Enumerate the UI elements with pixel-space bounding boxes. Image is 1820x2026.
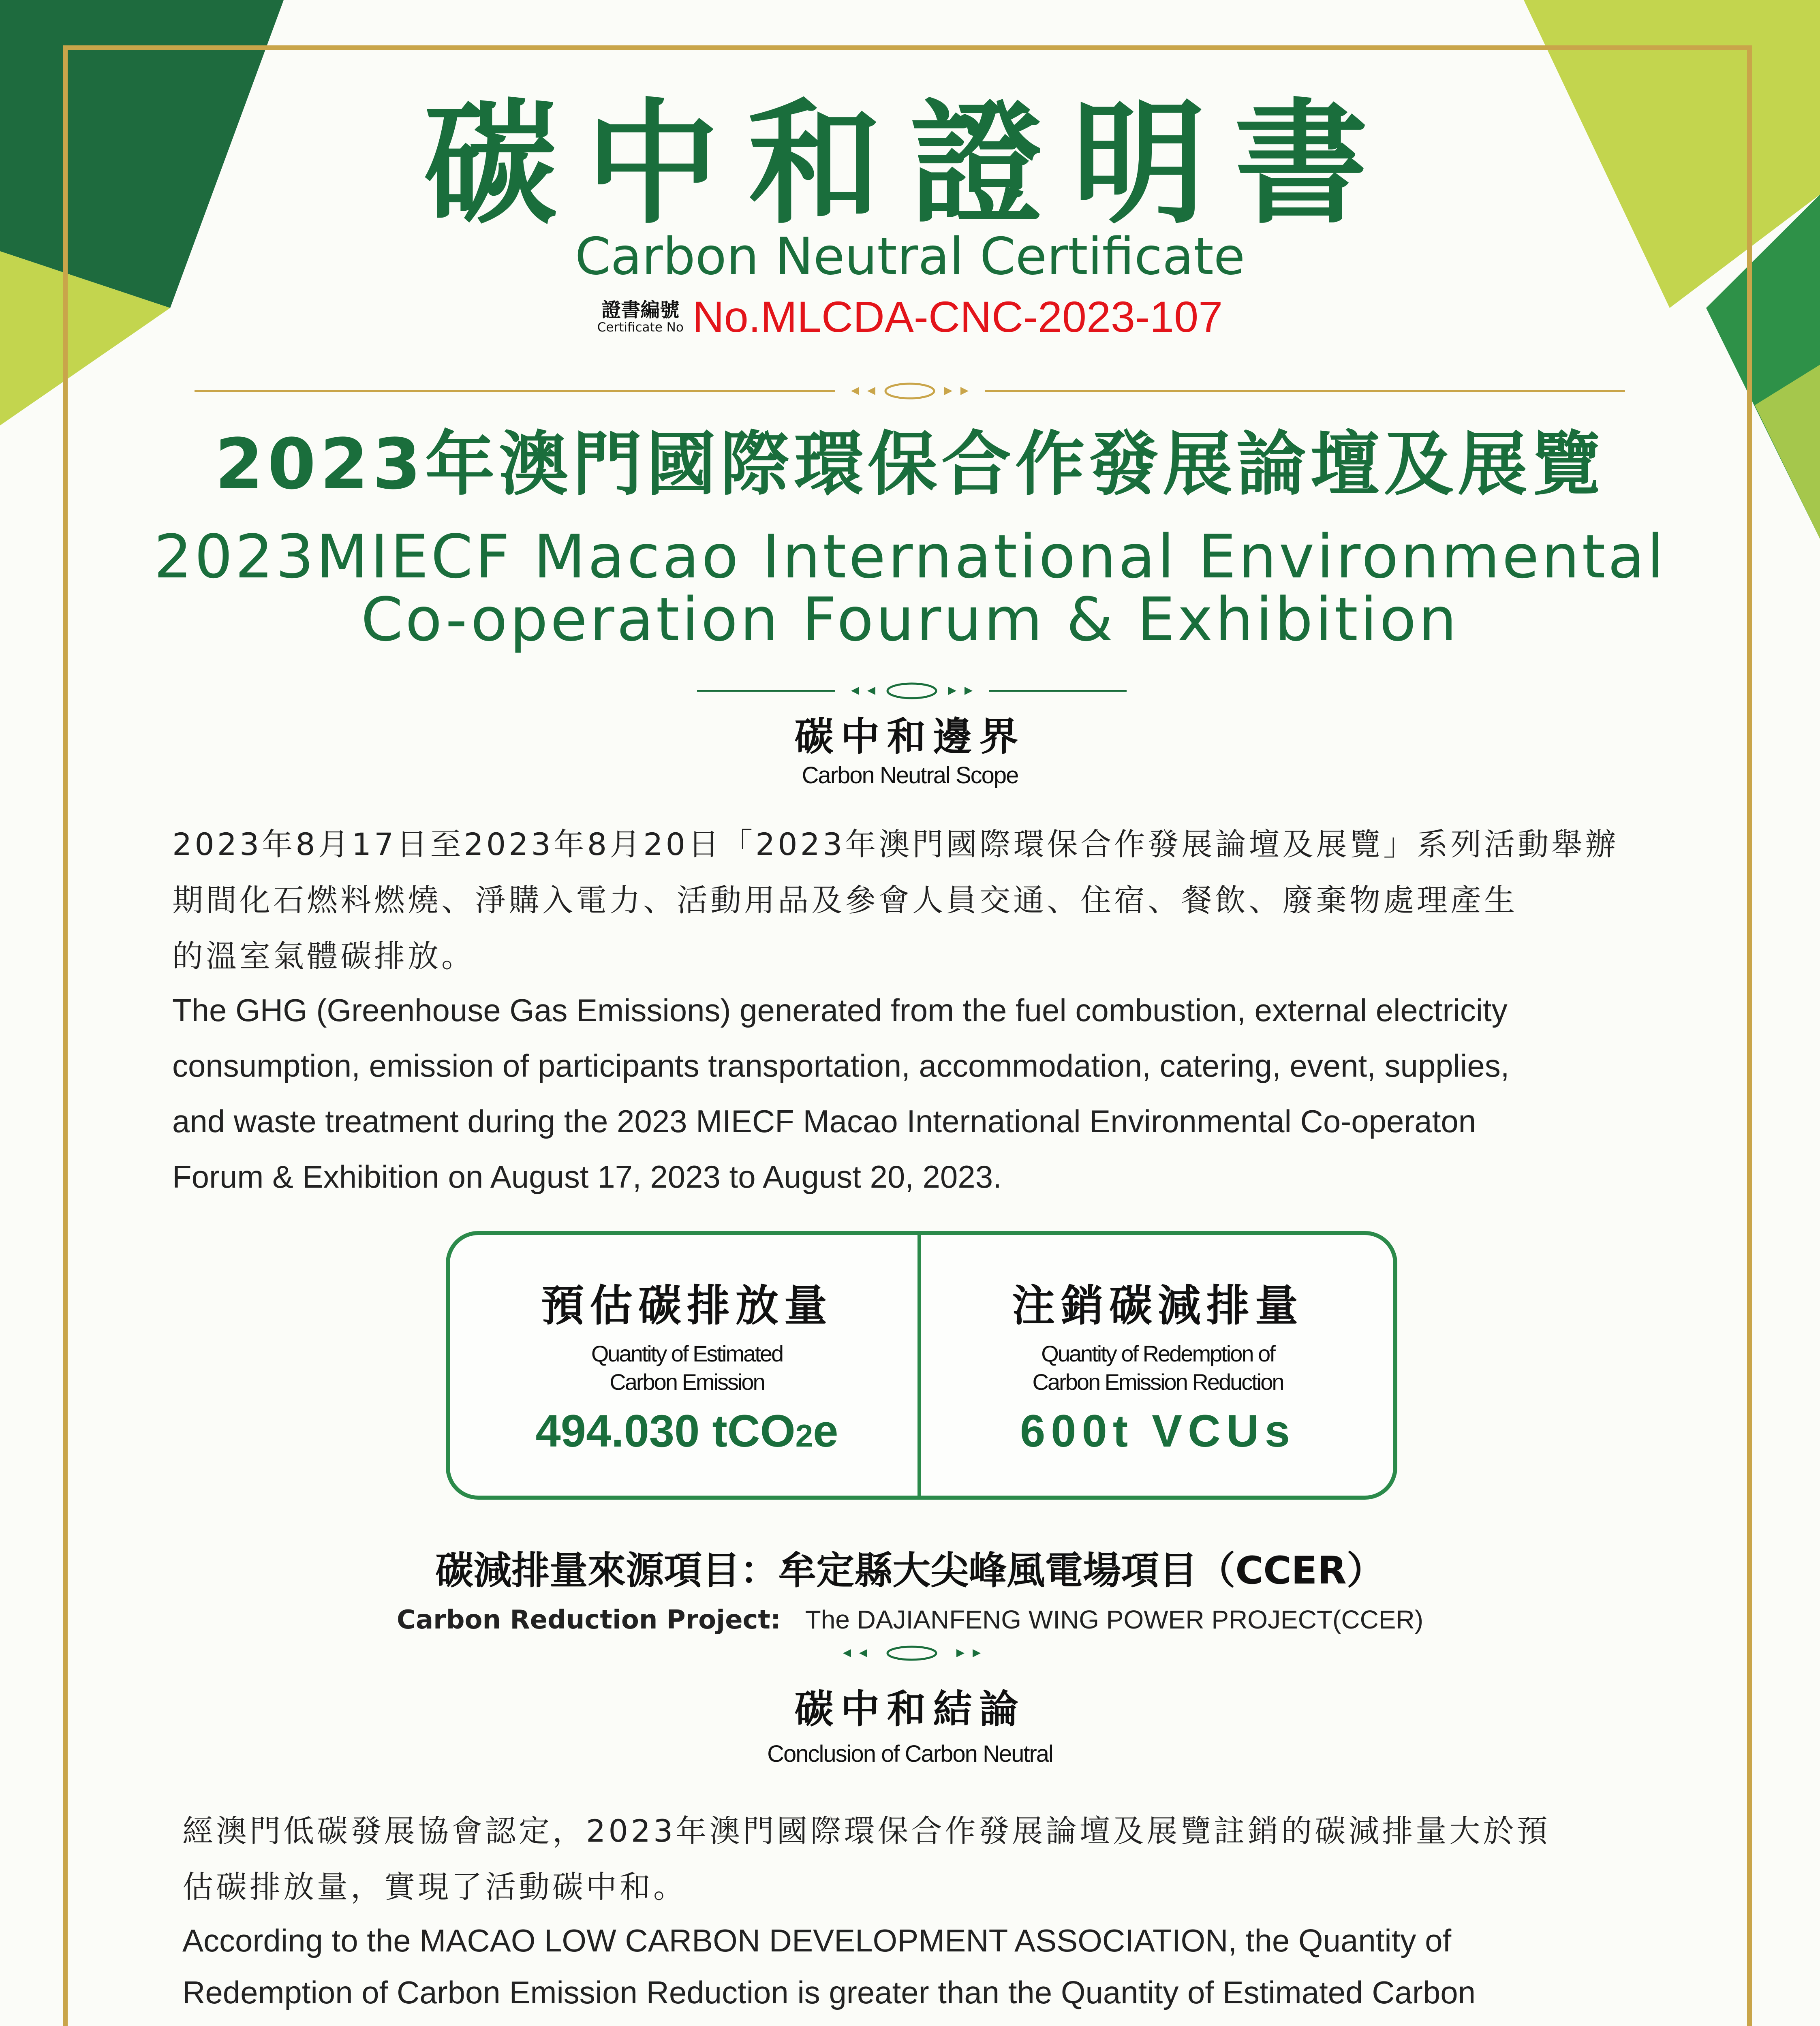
redemption-label-en-line2: Carbon Emission Reduction xyxy=(1032,1369,1283,1395)
estimated-emission-value-sub: 2 xyxy=(795,1418,813,1453)
certificate-title-zh: 碳中和證明書 xyxy=(423,86,1397,242)
carbon-reduction-project-value: The DAJIANFENG WING POWER PROJECT(CCER) xyxy=(805,1605,1423,1634)
scope-text-en-line: The GHG (Greenhouse Gas Emissions) generated from the fuel combustion, external electricity xyxy=(172,992,1508,1028)
certificate-number-row xyxy=(0,292,1820,341)
carbon-reduction-project-en xyxy=(0,1605,1820,1637)
conclusion-text-zh xyxy=(182,1803,1662,1915)
conclusion-heading-en: Conclusion of Carbon Neutral xyxy=(767,1741,1053,1767)
scope-heading-en: Carbon Neutral Scope xyxy=(802,762,1018,789)
scope-heading-zh: 碳中和邊界 xyxy=(794,714,1026,759)
scope-text-en-line: Forum & Exhibition on August 17, 2023 to August 20, 2023. xyxy=(172,1159,1002,1195)
estimated-emission-value-main: 494.030 tCO xyxy=(535,1406,796,1456)
ornament-divider xyxy=(195,379,1625,403)
scope-text-zh-line: 期間化石燃料燃燒、淨購入電力、活動用品及參會人員交通、住宿、餐飲、廢棄物處理產生 xyxy=(172,882,1518,918)
conclusion-text-en xyxy=(182,1915,1662,2026)
redemption-cell xyxy=(921,1281,1395,1456)
event-title-en-line2: Co-operation Fourum & Exhibition xyxy=(361,585,1459,654)
certificate-number-label-zh: 證書編號 xyxy=(601,298,680,321)
scope-text-zh-line: 的溫室氣體碳排放。 xyxy=(172,938,475,974)
estimated-emission-value xyxy=(450,1408,924,1454)
estimated-emission-label-en-line2: Carbon Emission xyxy=(610,1369,764,1395)
scope-text-en-line: consumption, emission of participants transportation, accommodation, catering, event, supplies, xyxy=(172,1048,1510,1084)
scope-text-en-line: and waste treatment during the 2023 MIECF Macao International Environmental Co-operaton xyxy=(172,1103,1476,1139)
conclusion-heading-zh: 碳中和結論 xyxy=(794,1686,1026,1732)
conclusion-text-en-line: According to the MACAO LOW CARBON DEVELOPMENT ASSOCIATION, the Quantity of xyxy=(182,1923,1452,1958)
redemption-label-zh: 注銷碳減排量 xyxy=(1012,1281,1304,1331)
conclusion-text-en-line xyxy=(182,2018,1662,2026)
certificate-number-label xyxy=(597,300,684,334)
estimated-emission-label-en xyxy=(450,1340,924,1396)
ornament-divider xyxy=(835,1643,989,1663)
event-title-zh: 2023年澳門國際環保合作發展論壇及展覽 xyxy=(215,423,1605,505)
scope-text-en xyxy=(172,983,1655,1205)
conclusion-text-en-line: Redemption of Carbon Emission Reduction is greater than the Quantity of Estimated Carbon xyxy=(182,1975,1476,2010)
ornament-divider xyxy=(697,679,1127,703)
certificate-number-value: No.MLCDA-CNC-2023-107 xyxy=(692,292,1223,341)
estimated-emission-cell xyxy=(450,1281,924,1456)
redemption-label-en xyxy=(921,1340,1395,1396)
estimated-emission-label-en-line1: Quantity of Estimated xyxy=(591,1341,783,1366)
conclusion-text-zh-line: 經澳門低碳發展協會認定，2023年澳門國際環保合作發展論壇及展覽註銷的碳減排量大於預 xyxy=(182,1813,1551,1849)
conclusion-text-zh-line: 估碳排放量，實現了活動碳中和。 xyxy=(182,1869,687,1905)
scope-text-zh xyxy=(172,816,1655,984)
estimated-emission-value-tail: e xyxy=(813,1406,838,1456)
redemption-value: 600t VCUs xyxy=(1020,1406,1296,1456)
carbon-reduction-project-label: Carbon Reduction Project: xyxy=(397,1605,781,1635)
redemption-label-en-line1: Quantity of Redemption of xyxy=(1041,1341,1275,1366)
certificate-title-en: Carbon Neutral Certificate xyxy=(575,227,1245,286)
event-title-en-line1: 2023MIECF Macao International Environmental xyxy=(154,522,1666,592)
certificate-number-label-en: Certificate No xyxy=(597,320,684,335)
estimated-emission-label-zh: 預估碳排放量 xyxy=(541,1281,833,1331)
scope-text-zh-line: 2023年8月17日至2023年8月20日「2023年澳門國際環保合作發展論壇及展覽」系列活動舉辦 xyxy=(172,826,1619,862)
carbon-reduction-project-zh: 碳減排量來源項目：牟定縣大尖峰風電場項目（CCER） xyxy=(435,1549,1385,1593)
